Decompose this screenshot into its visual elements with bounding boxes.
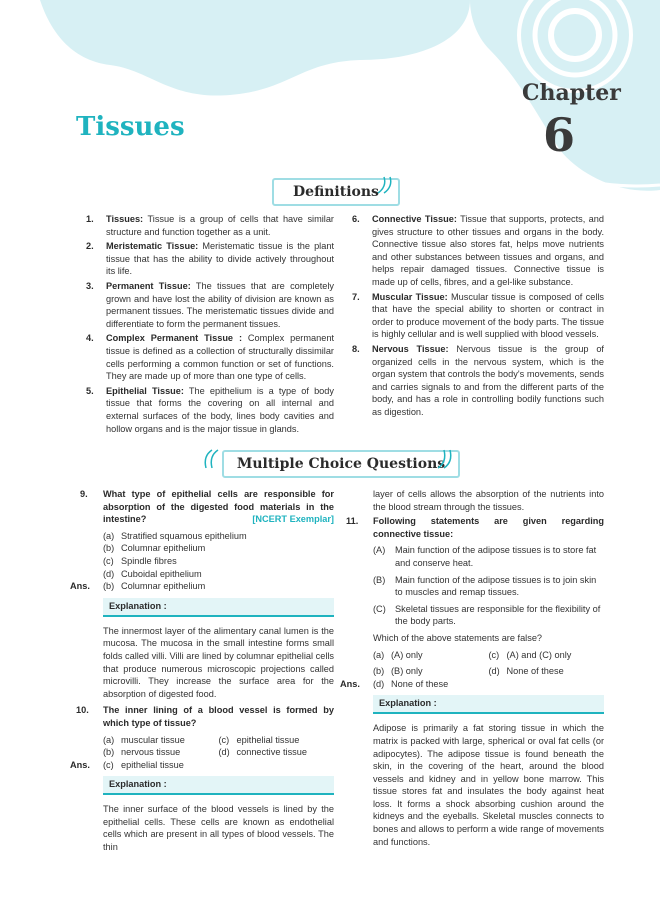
- explanation-heading: Explanation :: [373, 695, 604, 714]
- explanation-continued: layer of cells allows the absorption of the nutrients into the blood stream through the tissues.: [373, 489, 604, 512]
- definition-item: 5. Epithelial Tissue: The epithelium is a type of body tissue that forms the covering on all internal and external surfaces of the body, lines body cavities and hollow organs and is the major tissue in glands.: [86, 385, 334, 434]
- option: (a) Stratified squamous epithelium: [103, 530, 247, 541]
- statement: (B) Main function of the adipose tissues is to join skin to muscles and remap tissues.: [373, 574, 597, 598]
- mcq-left-column: [70, 488, 334, 854]
- option: (c) (A) and (C) only: [488, 649, 572, 660]
- definition-item: 3. Permanent Tissue: The tissues that are completely grown and have lost the ability of division are known as permanent tissues. The meristematic tissues divide and differentiate to form the permanent tissues.: [86, 280, 334, 329]
- definitions-left-column: [86, 213, 334, 437]
- options-list: [76, 734, 334, 759]
- answer: Ans. (c) epithelial tissue: [70, 759, 184, 770]
- option: (d) None of these: [488, 666, 564, 677]
- explanation-text: The innermost layer of the alimentary canal lumen is the mucosa. The mucosa in the small intestine forms small folds called villi. Villi are lined by columnar epithelial cells that produce numerous microscopic projections called microvilli. They increase the surface area for the absorption of digested food.: [103, 625, 334, 699]
- answer: Ans. (d) None of these: [340, 678, 449, 689]
- mcq-right-column: [340, 488, 604, 848]
- question-11: 11. Following statements are given regarding connective tissue:: [346, 516, 604, 539]
- mcq-banner: Multiple Choice Questions: [222, 450, 460, 478]
- answer: Ans. (b) Columnar epithelium: [70, 581, 206, 592]
- explanation-heading: Explanation :: [103, 776, 334, 795]
- options-list: [346, 649, 604, 678]
- option: (c) Spindle fibres: [103, 555, 177, 566]
- explanation-text: Adipose is primarily a fat storing tissue in which the matrix is packed with large, spherical or oval fat cells (or adipocytes). The adipose tissue is found beneath the skin, in the covering of the heart, around the blood vessels and kidney and in yellow bone marrow. This tissue stores fat and insulates the body against heat loss. It forms a shock absorbing cushion around the kidneys and the eyeballs. Skeletal muscles connects to bones and allows to perform a wide range of movements and functions.: [373, 723, 604, 847]
- option: (a) (A) only: [373, 649, 423, 660]
- options-list: [76, 530, 334, 580]
- wave-icon: [436, 448, 460, 470]
- question-10: 10. The inner lining of a blood vessel is formed by which type of tissue?: [76, 705, 334, 728]
- exemplar-tag: [NCERT Exemplar]: [252, 514, 334, 525]
- definition-item: 4. Complex Permanent Tissue : Complex permanent tissue is defined as a collection of structurally dissimilar cells performing a common function or set of functions. They are made up of more than one type of cells.: [86, 333, 335, 382]
- explanation-heading: Explanation :: [103, 598, 334, 617]
- definition-item: 1. Tissues: Tissue is a group of cells that have similar structure and function together as a unit.: [86, 214, 334, 237]
- option: (d) connective tissue: [218, 747, 307, 758]
- definition-item: 2. Meristematic Tissue: Meristematic tissue is the plant tissue that has the ability to divide actively throughout its life.: [86, 241, 334, 277]
- option: (b) (B) only: [373, 666, 423, 677]
- option: (b) nervous tissue: [103, 747, 181, 758]
- wave-icon: [198, 448, 222, 470]
- statement: (C) Skeletal tissues are responsible for the flexibility of the body parts.: [373, 603, 601, 627]
- option: (a) muscular tissue: [103, 734, 185, 745]
- option: (c) epithelial tissue: [218, 734, 300, 745]
- statement: (A) Main function of the adipose tissues is to store fat and conserve heat.: [373, 545, 597, 568]
- definition-item: 8. Nervous Tissue: Nervous tissue is the group of organized cells in the nervous system, which is the organ system that controls the body's movements, sends and carries signals to and from the different parts of the body, and has a role in controlling bodily functions such as digestion.: [352, 343, 604, 417]
- page-title: Tissues: [76, 112, 185, 142]
- chapter-number: 6: [543, 108, 576, 162]
- definitions-banner: Definitions: [272, 178, 400, 206]
- definition-item: 7. Muscular Tissue: Muscular tissue is composed of cells that have the special ability to shorten or contract in order to produce movement of the body parts. The tissue is highly cellular and is well supplied with blood vessels.: [352, 291, 604, 340]
- option: (d) Cuboidal epithelium: [103, 568, 202, 579]
- explanation-text: The inner surface of the blood vessels is lined by the epithelial cells. These cells are known as endothelial cells which are present in all types of blood vessels. The thin: [103, 804, 334, 853]
- question-9: 9. What type of epithelial cells are responsible for absorption of the digested food materials in the intestine? [NCERT Exemplar]: [80, 489, 334, 525]
- definitions-right-column: [352, 213, 604, 421]
- wave-icon: [376, 175, 400, 195]
- definition-item: 6. Connective Tissue: Tissue that supports, protects, and gives structure to other tissues and organs in the body. Connective tissue also stores fat, helps move nutrients and other substances between tissues and organs, and helps repair damaged tissues. Connective tissue is made up of cells, fibres, and a gel-like substance.: [352, 214, 605, 287]
- question-prompt: Which of the above statements are false?: [373, 632, 543, 643]
- chapter-label: Chapter: [522, 80, 621, 106]
- option: (b) Columnar epithelium: [103, 543, 206, 554]
